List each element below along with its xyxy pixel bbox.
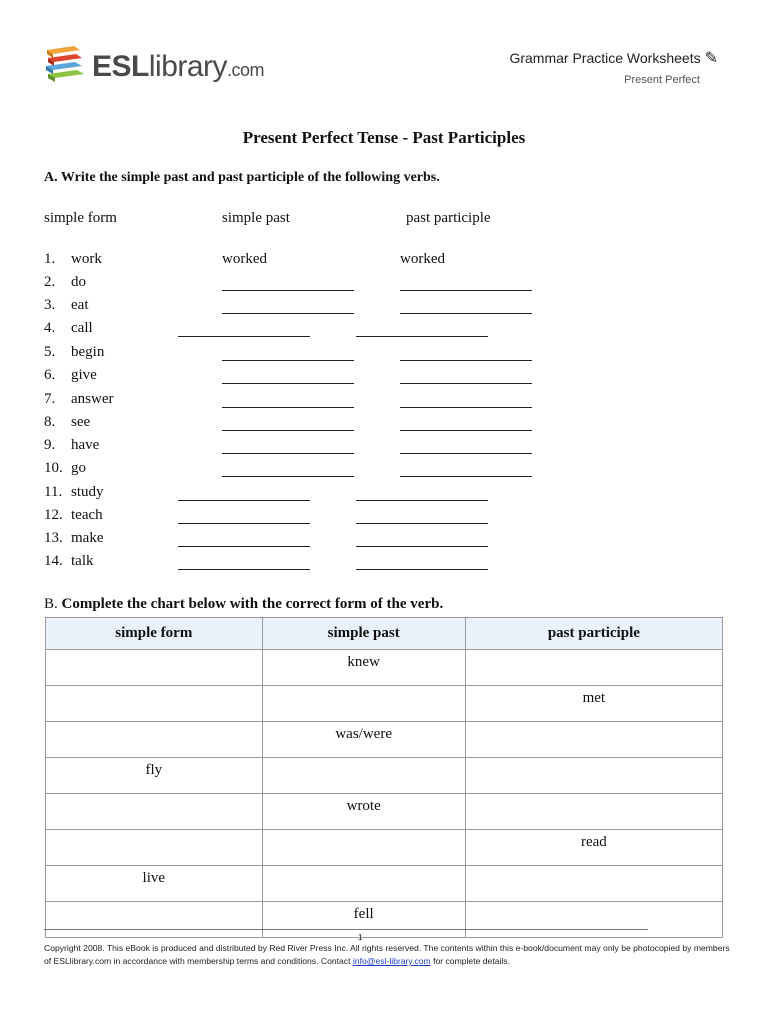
exercise-number: 7.	[44, 391, 56, 407]
exercise-verb: give	[71, 367, 97, 383]
simple-past-answer: worked	[222, 251, 267, 267]
simple-past-blank[interactable]	[222, 407, 354, 408]
simple-past-blank[interactable]	[178, 336, 310, 337]
simple-form-cell: fly	[46, 758, 263, 794]
section-b-instructions: B. Complete the chart below with the correct form of the verb.	[44, 596, 444, 612]
exercise-number: 3.	[44, 297, 56, 313]
exercise-number: 2.	[44, 274, 56, 290]
exercise-number: 14.	[44, 553, 63, 569]
page-number: 1	[358, 933, 363, 942]
simple-past-blank[interactable]	[178, 523, 310, 524]
logo-wordmark: ESLlibrary.com	[92, 50, 265, 83]
exercise-verb: see	[71, 414, 91, 430]
simple-past-blank[interactable]	[222, 383, 354, 384]
column-header-simple-past: simple past	[222, 210, 290, 226]
chart-header-simple-past: simple past	[262, 618, 465, 650]
simple-form-cell: live	[46, 866, 263, 902]
past-participle-cell[interactable]	[465, 866, 722, 902]
simple-past-blank[interactable]	[222, 430, 354, 431]
past-participle-blank[interactable]	[356, 569, 488, 570]
page-title: Present Perfect Tense - Past Participles	[242, 128, 526, 147]
past-participle-blank[interactable]	[356, 523, 488, 524]
exercise-number: 6.	[44, 367, 56, 383]
column-header-past-participle: past participle	[406, 210, 491, 226]
simple-past-blank[interactable]	[222, 290, 354, 291]
simple-past-blank[interactable]	[222, 313, 354, 314]
past-participle-blank[interactable]	[400, 453, 532, 454]
past-participle-blank[interactable]	[400, 290, 532, 291]
past-participle-blank[interactable]	[400, 383, 532, 384]
past-participle-blank[interactable]	[400, 430, 532, 431]
past-participle-blank[interactable]	[400, 476, 532, 477]
past-participle-blank[interactable]	[400, 360, 532, 361]
past-participle-blank[interactable]	[400, 313, 532, 314]
exercise-verb: go	[71, 460, 86, 476]
simple-form-cell[interactable]	[46, 830, 263, 866]
simple-past-blank[interactable]	[222, 476, 354, 477]
simple-past-cell: fell	[262, 902, 465, 938]
exercise-number: 8.	[44, 414, 56, 430]
exercise-verb: answer	[71, 391, 114, 407]
pencil-icon: ✎	[704, 50, 718, 67]
chart-row	[46, 758, 723, 794]
exercise-number: 4.	[44, 320, 56, 336]
exercise-number: 1.	[44, 251, 56, 267]
past-participle-cell[interactable]	[465, 650, 722, 686]
past-participle-cell[interactable]	[465, 902, 722, 938]
simple-past-blank[interactable]	[178, 546, 310, 547]
past-participle-blank[interactable]	[356, 336, 488, 337]
contact-email-link[interactable]: info@esl-library.com	[352, 956, 431, 966]
simple-past-cell[interactable]	[262, 866, 465, 902]
simple-form-cell[interactable]	[46, 794, 263, 830]
exercise-verb: make	[71, 530, 104, 546]
eslibrary-logo	[44, 44, 294, 94]
verb-chart	[45, 617, 723, 938]
exercise-verb: study	[71, 484, 104, 500]
simple-past-cell[interactable]	[262, 686, 465, 722]
exercise-number: 5.	[44, 344, 56, 360]
exercise-verb: work	[71, 251, 102, 267]
exercise-number: 12.	[44, 507, 63, 523]
simple-past-cell[interactable]	[262, 830, 465, 866]
book-stack-logo-icon	[44, 44, 88, 90]
exercise-verb: have	[71, 437, 100, 453]
footer-divider	[44, 929, 648, 930]
chart-row	[46, 650, 723, 686]
past-participle-blank[interactable]	[356, 546, 488, 547]
exercise-verb: begin	[71, 344, 105, 360]
exercise-number: 10.	[44, 460, 63, 476]
simple-form-cell[interactable]	[46, 902, 263, 938]
exercise-verb: call	[71, 320, 93, 336]
simple-past-cell: wrote	[262, 794, 465, 830]
header-subtitle: Present Perfect	[624, 74, 700, 86]
simple-form-cell[interactable]	[46, 650, 263, 686]
past-participle-answer: worked	[400, 251, 445, 267]
header-right	[509, 48, 718, 86]
copyright-footer: Copyright 2008. This eBook is produced and distributed by Red River Press Inc. All rights reserved. The contents within this e-book/document may only be photocopied by members of ESLlibrary.com in accordance with membership terms and conditions. Contact info@esl-library.com for complete details.	[44, 943, 730, 966]
simple-form-cell[interactable]	[46, 686, 263, 722]
past-participle-blank[interactable]	[356, 500, 488, 501]
past-participle-cell: met	[465, 686, 722, 722]
header-title: Grammar Practice Worksheets ✎	[509, 50, 718, 67]
exercise-verb: do	[71, 274, 86, 290]
column-header-simple-form: simple form	[44, 210, 117, 226]
simple-past-cell: knew	[262, 650, 465, 686]
exercise-verb: talk	[71, 553, 94, 569]
simple-past-blank[interactable]	[178, 500, 310, 501]
exercise-number: 13.	[44, 530, 63, 546]
past-participle-cell[interactable]	[465, 758, 722, 794]
past-participle-cell: read	[465, 830, 722, 866]
chart-row	[46, 794, 723, 830]
chart-row	[46, 722, 723, 758]
chart-row	[46, 902, 723, 938]
chart-header-past-participle: past participle	[465, 618, 722, 650]
simple-past-cell: was/were	[262, 722, 465, 758]
past-participle-cell[interactable]	[465, 722, 722, 758]
past-participle-blank[interactable]	[400, 407, 532, 408]
simple-form-cell[interactable]	[46, 722, 263, 758]
section-a-instructions: A. Write the simple past and past participle of the following verbs.	[44, 170, 440, 185]
simple-past-cell[interactable]	[262, 758, 465, 794]
exercise-verb: teach	[71, 507, 103, 523]
exercise-number: 9.	[44, 437, 56, 453]
simple-past-blank[interactable]	[222, 360, 354, 361]
chart-row	[46, 830, 723, 866]
past-participle-cell[interactable]	[465, 794, 722, 830]
simple-past-blank[interactable]	[178, 569, 310, 570]
exercise-verb: eat	[71, 297, 89, 313]
chart-row	[46, 866, 723, 902]
exercise-number: 11.	[44, 484, 63, 500]
chart-header-simple-form: simple form	[46, 618, 263, 650]
simple-past-blank[interactable]	[222, 453, 354, 454]
chart-row	[46, 686, 723, 722]
